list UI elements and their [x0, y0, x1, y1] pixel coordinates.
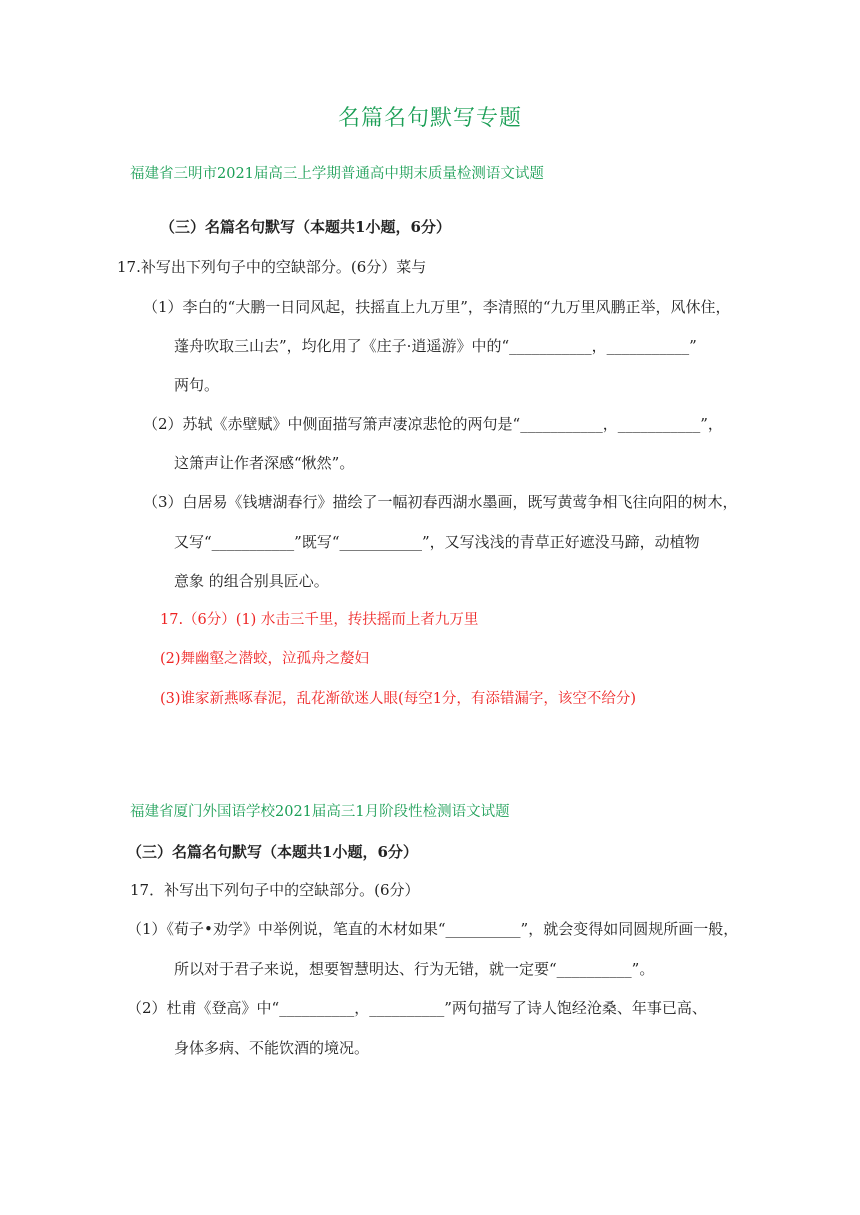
item-1b-line-1: （1）《荀子•劝学》中举例说，笔直的木材如果“__________”，就会变得如同圆规所画一般，: [127, 920, 739, 938]
item-2-line-2: 这箫声让作者深感“愀然”。: [174, 454, 355, 472]
item-3-line-2: 又写“___________”既写“___________”，又写浅浅的青草正好遮没马蹄，动植物: [174, 533, 700, 551]
source-line-sanming: 福建省三明市2021届高三上学期普通高中期末质量检测语文试题: [130, 166, 544, 182]
item-1-line-1: （1）李白的“大鹏一日同风起，扶摇直上九万里”，李清照的“九万里风鹏正举，风休住，: [143, 298, 731, 316]
source-line-xiamen: 福建省厦门外国语学校2021届高三1月阶段性检测语文试题: [130, 804, 510, 820]
item-1-line-2: 蓬舟吹取三山去”，均化用了《庄子·逍遥游》中的“___________，___________”: [174, 337, 697, 355]
item-2b-line-2: 身体多病、不能饮酒的境况。: [174, 1039, 370, 1057]
answer-line-1: 17.（6分）(1) 水击三千里，抟扶摇而上者九万里: [160, 612, 479, 628]
section-heading: （三）名篇名句默写（本题共1小题，6分）: [160, 218, 451, 236]
answer-line-3: (3)谁家新燕啄春泥，乱花渐欲迷人眼(每空1分，有添错漏字，该空不给分): [160, 691, 637, 707]
item-1b-line-2: 所以对于君子来说，想要智慧明达、行为无错，就一定要“__________”。: [174, 960, 655, 978]
item-3-line-1: （3）白居易《钱塘湖春行》描绘了一幅初春西湖水墨画，既写黄莺争相飞往向阳的树木，: [143, 493, 738, 511]
item-3-line-3: 意象 的组合别具匠心。: [174, 572, 329, 590]
item-1-line-3: 两句。: [174, 376, 220, 394]
section-heading-2: （三）名篇名句默写（本题共1小题，6分）: [127, 843, 418, 861]
item-2-line-1: （2）苏轼《赤壁赋》中侧面描写箫声凄凉悲怆的两句是“___________，___________”，: [143, 415, 723, 433]
question-17: 17.补写出下列句子中的空缺部分。(6分）菜与: [117, 258, 427, 276]
page-title: 名篇名句默写专题: [337, 106, 522, 131]
item-2b-line-1: （2）杜甫《登高》中“__________，__________”两句描写了诗人饱经沧桑、年事已高、: [127, 999, 707, 1017]
answer-line-2: (2)舞幽壑之潜蛟，泣孤舟之嫠妇: [160, 651, 370, 667]
question-17-b: 17．补写出下列句子中的空缺部分。(6分）: [130, 881, 420, 899]
